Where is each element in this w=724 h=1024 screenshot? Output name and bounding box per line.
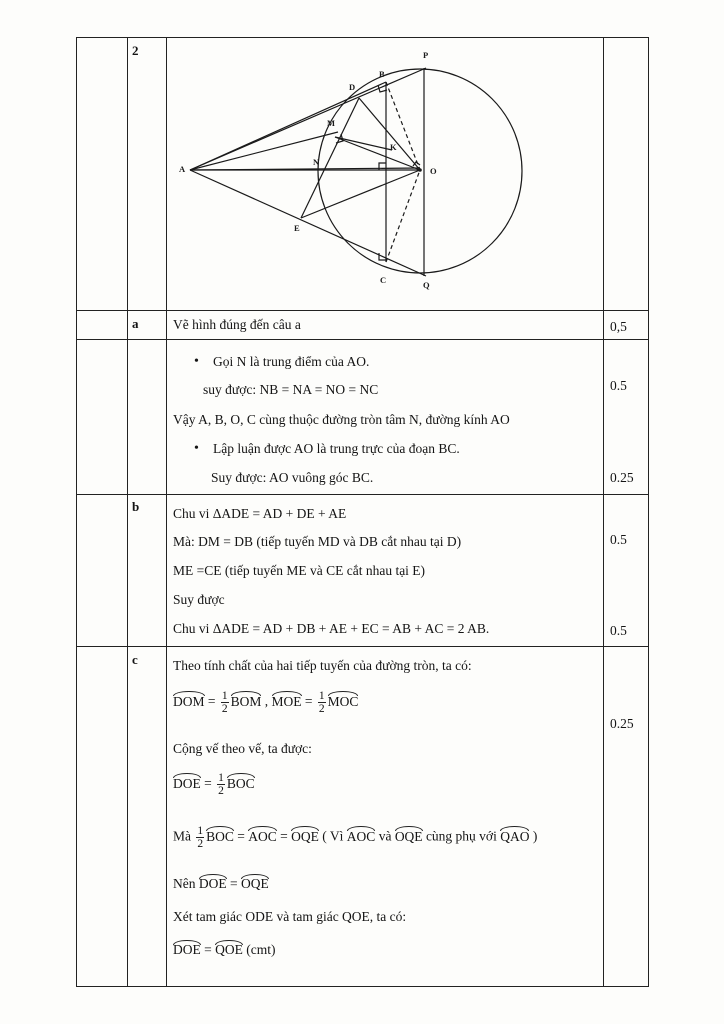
fraction-half: $\frac{1}{2}$ xyxy=(197,825,204,851)
table-row-divider xyxy=(76,494,649,495)
line-DO xyxy=(359,98,420,170)
angle-oqe: OQE xyxy=(394,828,423,844)
fraction-half: $\frac{1}{2}$ xyxy=(221,690,228,716)
point-label-e: E xyxy=(294,223,300,233)
angle-oqe: OQE xyxy=(291,828,319,844)
point-label-q: Q xyxy=(423,280,430,290)
part-a-drawing-line: Vẽ hình đúng đến câu a xyxy=(173,317,301,332)
part-a-line2-score: 0.5 xyxy=(610,378,627,393)
table-border-right xyxy=(648,37,649,987)
angle-dom: DOM xyxy=(173,693,205,709)
part-b-line5: Chu vi ΔADE = AD + DB + AE + EC = AB + AC = 2 AB. xyxy=(173,621,490,636)
angle-moe: MOE xyxy=(271,693,302,709)
part-a-bullet1: • Gọi N là trung điểm của AO. xyxy=(213,355,369,369)
part-a-drawing-score: 0,5 xyxy=(610,319,627,334)
line-BO-dashed xyxy=(386,82,420,170)
part-c-line3: Cộng vế theo vế, ta được: xyxy=(173,741,312,756)
angle-qoe: QOE xyxy=(215,942,243,957)
table-row-divider xyxy=(76,310,649,311)
angle-doe: DOE xyxy=(198,876,227,891)
geometry-figure xyxy=(168,40,602,308)
part-b-line1: Chu vi ΔADE = AD + DE + AE xyxy=(173,506,347,521)
part-b-line3: ME =CE (tiếp tuyến ME và CE cắt nhau tại E) xyxy=(173,563,426,578)
part-a-label: a xyxy=(132,316,139,331)
part-a-bullet2: • Lập luận được AO là trung trực của đoạn BC. xyxy=(213,442,460,456)
point-label-o: O xyxy=(430,166,437,176)
part-c-line7: Xét tam giác ODE và tam giác QOE, ta có: xyxy=(173,909,407,924)
part-c-eq2: DOE = $\frac{1}{2}$ BOC xyxy=(173,772,255,798)
part-c-eq3: Mà $\frac{1}{2}$ BOC = AOC = OQE ( Vì AOC và OQE cùng phụ với QAO ) xyxy=(173,825,538,851)
point-label-d: D xyxy=(349,82,356,92)
angle-boc: BOC xyxy=(226,775,255,791)
angle-moc: MOC xyxy=(327,693,359,709)
point-label-n: N xyxy=(313,157,320,167)
point-label-b: B xyxy=(379,69,385,79)
table-row-divider xyxy=(76,646,649,647)
angle-aoc: AOC xyxy=(248,828,277,844)
part-a-line5: Suy được: AO vuông góc BC. xyxy=(211,470,374,485)
part-b-label: b xyxy=(132,499,140,514)
part-c-label: c xyxy=(132,652,138,667)
angle-doe: DOE xyxy=(173,775,201,791)
line-AQ xyxy=(190,170,426,276)
part-b-line2-score: 0.5 xyxy=(610,532,627,547)
part-b-line5-score: 0.5 xyxy=(610,623,627,638)
table-divider-col3 xyxy=(603,37,604,987)
point-label-m: M xyxy=(327,118,336,128)
line-CO-dashed xyxy=(386,170,420,262)
part-a-line3: Vậy A, B, O, C cùng thuộc đường tròn tâm N, đường kính AO xyxy=(173,412,510,427)
point-label-p: P xyxy=(423,50,429,60)
point-label-a: A xyxy=(179,164,186,174)
table-divider-col1 xyxy=(127,37,128,987)
part-c-line1: Theo tính chất của hai tiếp tuyến của đường tròn, ta có: xyxy=(173,658,472,673)
angle-oqe: OQE xyxy=(241,876,269,891)
part-c-eq1: DOM = $\frac{1}{2}$ BOM , MOE = $\frac{1}{2}$ MOC xyxy=(173,690,359,716)
part-c-eq4: Nên DOE = OQE xyxy=(173,876,269,891)
point-label-k: K xyxy=(390,142,397,152)
angle-boc: BOC xyxy=(206,828,234,844)
part-b-line2: Mà: DM = DB (tiếp tuyến MD và DB cắt nhau tại D) xyxy=(173,534,462,549)
table-border-left xyxy=(76,37,77,987)
fraction-half: $\frac{1}{2}$ xyxy=(318,690,325,716)
line-EO xyxy=(301,170,420,218)
table-border-top xyxy=(76,37,649,38)
table-row-divider xyxy=(76,339,649,340)
question-number: 2 xyxy=(132,43,139,58)
table-border-bottom xyxy=(76,986,649,987)
fraction-half: $\frac{1}{2}$ xyxy=(218,772,224,798)
angle-doe: DOE xyxy=(173,942,201,957)
right-angle-h xyxy=(379,163,386,170)
part-c-eq5: DOE = QOE (cmt) xyxy=(173,942,276,957)
part-c-score: 0.25 xyxy=(610,716,634,731)
point-label-c: C xyxy=(380,275,387,285)
line-MO xyxy=(335,137,420,170)
part-a-line2: suy được: NB = NA = NO = NC xyxy=(203,382,379,397)
part-b-line4: Suy được xyxy=(173,592,225,607)
angle-qao: QAO xyxy=(500,828,530,844)
angle-bom: BOM xyxy=(230,693,262,709)
line-AB xyxy=(190,82,386,170)
part-a-line5-score: 0.25 xyxy=(610,470,634,485)
angle-aoc: AOC xyxy=(346,828,376,844)
